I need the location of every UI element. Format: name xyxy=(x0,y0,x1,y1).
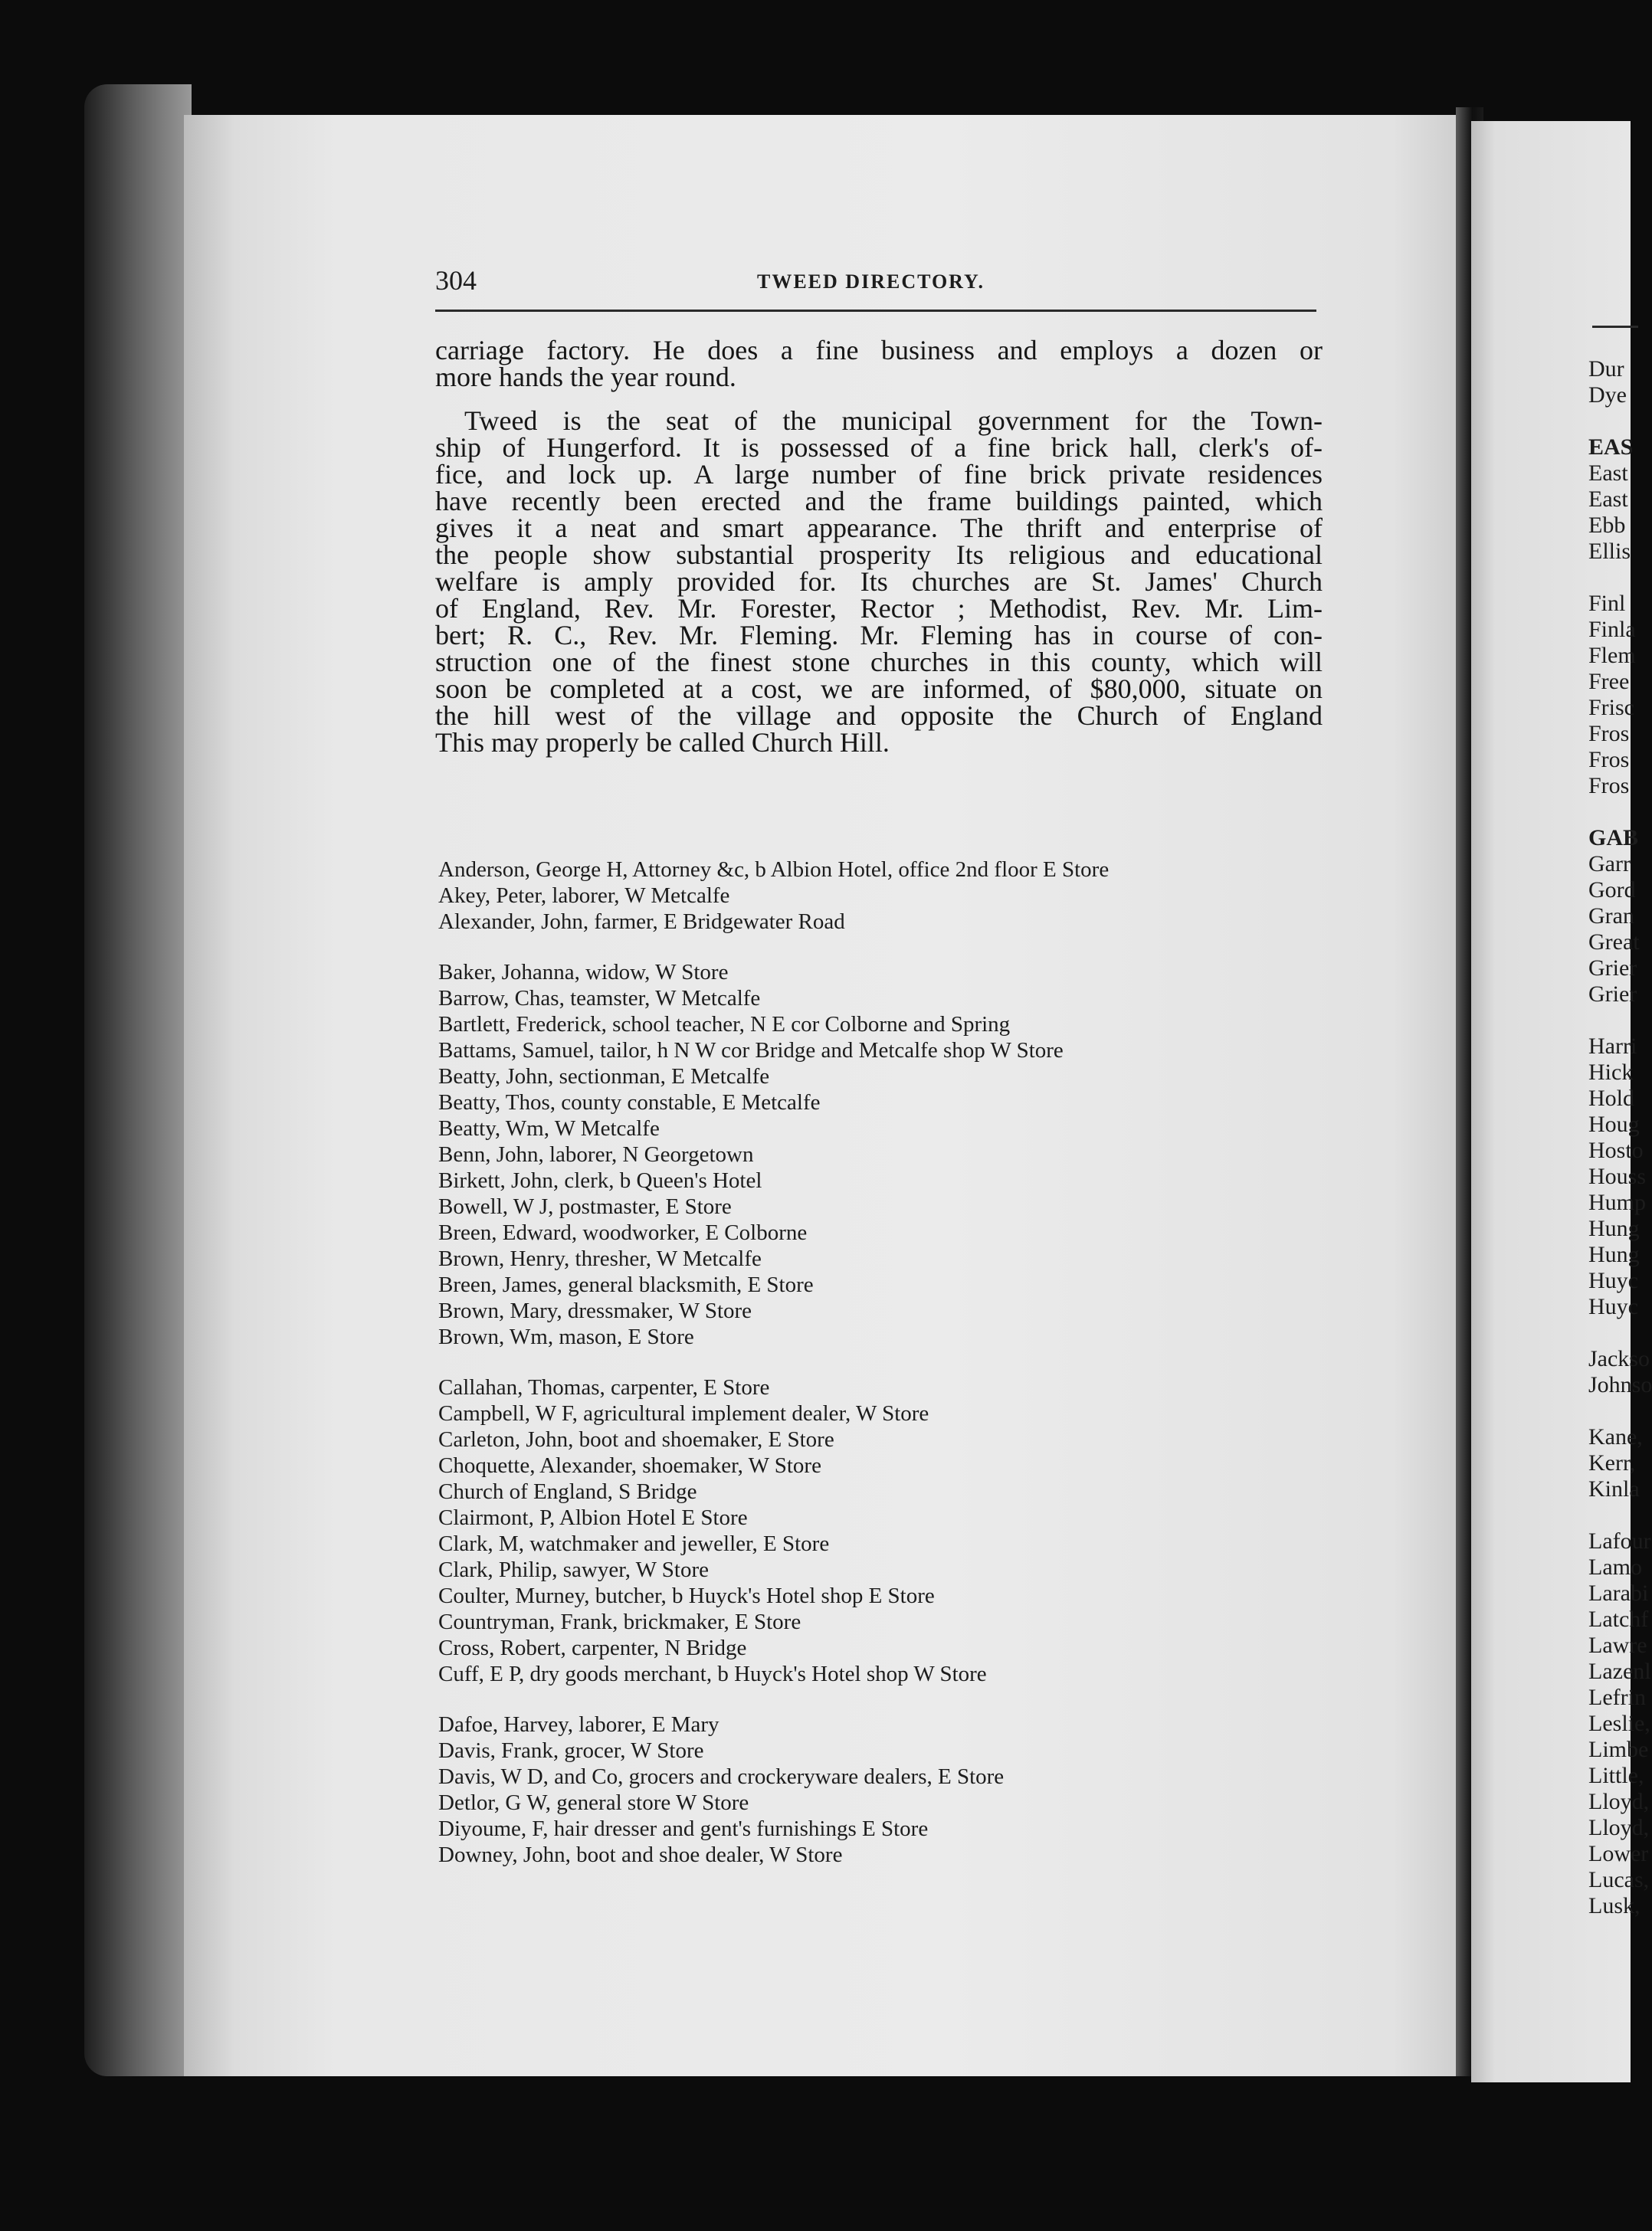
narrative-line: ship of Hungerford. It is possessed of a fine brick hall, clerk's of- xyxy=(435,432,1323,463)
facing-page-rule xyxy=(1592,326,1638,328)
facing-page-entry-fragment: Frisc xyxy=(1588,695,1634,720)
narrative-line: struction one of the finest stone churches in this county, which will xyxy=(435,647,1323,677)
facing-page-entry-fragment: East xyxy=(1588,460,1628,486)
narrative-line: bert; R. C., Rev. Mr. Fleming. Mr. Fleming has in course of con- xyxy=(435,620,1323,650)
narrative-line: fice, and lock up. A large number of fine brick private residences xyxy=(435,459,1323,490)
facing-page-entry-fragment: Houss xyxy=(1588,1164,1647,1189)
facing-page-entry-fragment: Lower xyxy=(1588,1841,1649,1866)
narrative-line: have recently been erected and the frame buildings painted, which xyxy=(435,486,1323,516)
directory-group-c xyxy=(438,1374,1342,1687)
facing-page-entry-fragment: Little, xyxy=(1588,1763,1644,1788)
facing-page-entry-fragment: Hung xyxy=(1588,1242,1640,1267)
narrative-line: Tweed is the seat of the municipal government for the Town- xyxy=(464,405,1323,436)
facing-page-entry-fragment: Hold xyxy=(1588,1086,1634,1111)
directory-entry: Akey, Peter, laborer, W Metcalfe xyxy=(438,883,730,908)
facing-page-entry-fragment: Hump xyxy=(1588,1190,1646,1215)
facing-page-entry-fragment: Garr xyxy=(1588,851,1631,876)
facing-page-entry-fragment: Huyc xyxy=(1588,1294,1638,1319)
facing-page-entry-fragment: Latchf xyxy=(1588,1607,1649,1632)
directory-entry: Beatty, John, sectionman, E Metcalfe xyxy=(438,1064,770,1089)
directory-entry: Battams, Samuel, tailor, h N W cor Bridge and Metcalfe shop W Store xyxy=(438,1038,1064,1063)
directory-entry: Benn, John, laborer, N Georgetown xyxy=(438,1142,754,1167)
facing-page-entry-fragment: Lawre xyxy=(1588,1633,1647,1658)
facing-page-entry-fragment: Finl xyxy=(1588,591,1626,616)
directory-entry: Beatty, Wm, W Metcalfe xyxy=(438,1116,660,1141)
narrative-line: the hill west of the village and opposite the Church of England xyxy=(435,700,1323,731)
facing-page-entry-fragment: Kane, xyxy=(1588,1424,1643,1450)
facing-page-entry-fragment: Grier xyxy=(1588,981,1637,1007)
facing-page-entry-fragment: Fros xyxy=(1588,721,1630,746)
directory-entry: Anderson, George H, Attorney &c, b Albion Hotel, office 2nd floor E Store xyxy=(438,857,1110,882)
directory-entry: Barrow, Chas, teamster, W Metcalfe xyxy=(438,986,761,1011)
facing-page-entry-fragment: Houg xyxy=(1588,1112,1640,1137)
facing-page-entry-fragment: Lloyd, xyxy=(1588,1815,1650,1840)
facing-page-entry-fragment: Ebb xyxy=(1588,513,1626,538)
directory-entry: Bowell, W J, postmaster, E Store xyxy=(438,1194,732,1219)
directory-group-d xyxy=(438,1712,1342,1868)
facing-page-entry-fragment: Dur xyxy=(1588,356,1624,382)
facing-page-entry-fragment: Ellis xyxy=(1588,539,1631,564)
facing-page-entry-fragment: Limbe xyxy=(1588,1737,1649,1762)
directory-entry: Downey, John, boot and shoe dealer, W Store xyxy=(438,1843,843,1867)
facing-page-entry-fragment: Great xyxy=(1588,929,1640,955)
directory-entry: Church of England, S Bridge xyxy=(438,1479,697,1504)
directory-entry: Callahan, Thomas, carpenter, E Store xyxy=(438,1375,770,1400)
facing-page-entry-fragment: GAB xyxy=(1588,825,1639,850)
facing-page-entry-fragment: Harri xyxy=(1588,1034,1637,1059)
facing-page-entry-fragment: Hick xyxy=(1588,1060,1634,1085)
facing-page-entry-fragment: Gord xyxy=(1588,877,1636,903)
directory-entry: Diyoume, F, hair dresser and gent's furnishings E Store xyxy=(438,1817,929,1841)
facing-page-entry-fragment: EAS xyxy=(1588,434,1634,460)
narrative-line: of England, Rev. Mr. Forester, Rector ; Methodist, Rev. Mr. Lim- xyxy=(435,593,1323,624)
facing-page-fragments xyxy=(1588,356,1650,1919)
facing-page-entry-fragment: Free xyxy=(1588,669,1630,694)
book-page-edges xyxy=(84,84,192,2076)
directory-entry: Baker, Johanna, widow, W Store xyxy=(438,960,729,984)
directory-entry: Clark, M, watchmaker and jeweller, E Store xyxy=(438,1532,830,1556)
facing-page-entry-fragment: Lloyd, xyxy=(1588,1789,1650,1814)
directory-entry: Dafoe, Harvey, laborer, E Mary xyxy=(438,1712,719,1737)
directory-entry: Detlor, G W, general store W Store xyxy=(438,1790,749,1815)
facing-page-entry-fragment: East xyxy=(1588,486,1628,512)
facing-page-entry-fragment: Jackso xyxy=(1588,1346,1650,1371)
directory-entry: Coulter, Murney, butcher, b Huyck's Hotel shop E Store xyxy=(438,1584,935,1608)
narrative-line: This may properly be called Church Hill. xyxy=(435,727,890,758)
directory-entry: Countryman, Frank, brickmaker, E Store xyxy=(438,1610,801,1634)
page-number: 304 xyxy=(435,265,477,296)
facing-page-entry-fragment: Gran xyxy=(1588,903,1634,929)
directory-entry: Davis, Frank, grocer, W Store xyxy=(438,1738,704,1763)
facing-page-entry-fragment: Lucas, xyxy=(1588,1867,1650,1892)
facing-page-entry-fragment: Lafour xyxy=(1588,1528,1651,1554)
directory-entry: Bartlett, Frederick, school teacher, N E cor Colborne and Spring xyxy=(438,1012,1011,1037)
facing-page-entry-fragment: Lazenl xyxy=(1588,1659,1651,1684)
directory-entry: Clairmont, P, Albion Hotel E Store xyxy=(438,1505,748,1530)
narrative-line: carriage factory. He does a fine business and employs a dozen or xyxy=(435,335,1323,365)
narrative-line: more hands the year round. xyxy=(435,362,736,392)
directory-entry: Beatty, Thos, county constable, E Metcalfe xyxy=(438,1090,821,1115)
directory-entry: Brown, Henry, thresher, W Metcalfe xyxy=(438,1247,762,1271)
directory-entry: Clark, Philip, sawyer, W Store xyxy=(438,1558,709,1582)
facing-page-entry-fragment: Kerr, xyxy=(1588,1450,1636,1476)
directory-entry: Campbell, W F, agricultural implement dealer, W Store xyxy=(438,1401,929,1426)
directory-entry: Carleton, John, boot and shoemaker, E Store xyxy=(438,1427,834,1452)
facing-page-entry-fragment: Fros xyxy=(1588,747,1630,772)
directory-entry: Breen, James, general blacksmith, E Store xyxy=(438,1273,814,1297)
directory-entry: Brown, Mary, dressmaker, W Store xyxy=(438,1299,752,1323)
narrative-line: welfare is amply provided for. Its churches are St. James' Church xyxy=(435,566,1323,597)
facing-page-entry-fragment: Johnso xyxy=(1588,1372,1652,1397)
facing-page-entry-fragment: Larabi xyxy=(1588,1581,1649,1606)
directory-entry: Brown, Wm, mason, E Store xyxy=(438,1325,694,1349)
page-header xyxy=(435,264,1316,310)
header-rule xyxy=(435,310,1316,312)
facing-page-entry-fragment: Lusk, xyxy=(1588,1893,1641,1918)
directory-group-b xyxy=(438,959,1342,1350)
facing-page-entry-fragment: Kinla xyxy=(1588,1476,1640,1502)
directory-group-a xyxy=(438,857,1342,935)
facing-page-entry-fragment: Hosto xyxy=(1588,1138,1644,1163)
directory-listing xyxy=(438,857,1342,1868)
facing-page-entry-fragment: Lamo xyxy=(1588,1554,1642,1580)
directory-entry: Cross, Robert, carpenter, N Bridge xyxy=(438,1636,747,1660)
narrative-line: soon be completed at a cost, we are informed, of $80,000, situate on xyxy=(435,673,1323,704)
narrative-text xyxy=(435,337,1323,756)
directory-entry: Breen, Edward, woodworker, E Colborne xyxy=(438,1220,808,1245)
facing-page-entry-fragment: Grier xyxy=(1588,955,1637,981)
directory-entry: Davis, W D, and Co, grocers and crockeryware dealers, E Store xyxy=(438,1764,1005,1789)
directory-entry: Cuff, E P, dry goods merchant, b Huyck's Hotel shop W Store xyxy=(438,1662,987,1686)
facing-page-entry-fragment: Leslie, xyxy=(1588,1711,1650,1736)
running-title: TWEED DIRECTORY. xyxy=(757,270,985,293)
facing-page-entry-fragment: Flem xyxy=(1588,643,1636,668)
facing-page-entry-fragment: Fros xyxy=(1588,773,1630,798)
facing-page-entry-fragment: Finla xyxy=(1588,617,1636,642)
facing-page-entry-fragment: Dye xyxy=(1588,382,1627,408)
directory-entry: Alexander, John, farmer, E Bridgewater Road xyxy=(438,909,845,934)
facing-page-entry-fragment: Huyc xyxy=(1588,1268,1638,1293)
directory-entry: Birkett, John, clerk, b Queen's Hotel xyxy=(438,1168,762,1193)
narrative-line: gives it a neat and smart appearance. The thrift and enterprise of xyxy=(435,513,1323,543)
facing-page-entry-fragment: Lefrin xyxy=(1588,1685,1646,1710)
narrative-line: the people show substantial prosperity Its religious and educational xyxy=(435,539,1323,570)
facing-page-entry-fragment: Hung xyxy=(1588,1216,1640,1241)
directory-entry: Choquette, Alexander, shoemaker, W Store xyxy=(438,1453,821,1478)
